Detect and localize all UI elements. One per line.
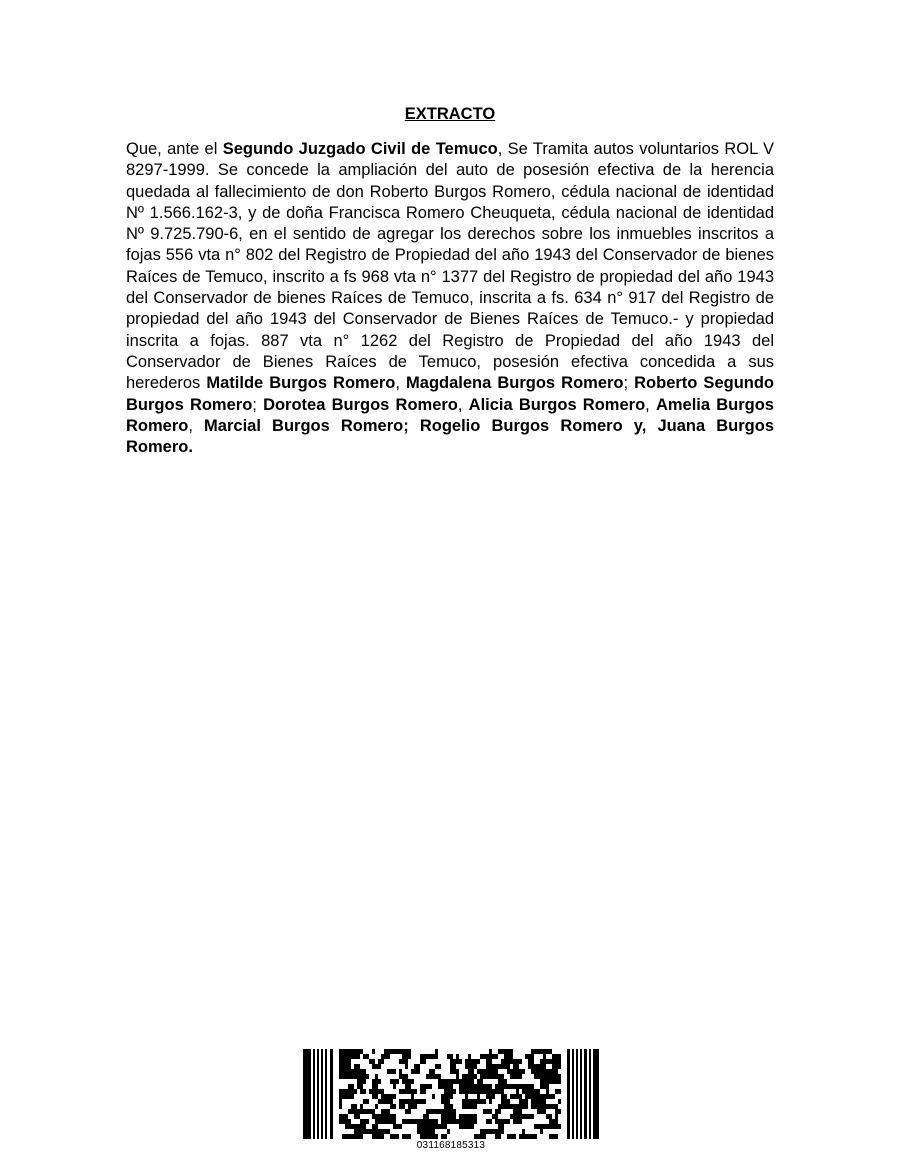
extract-paragraph	[126, 139, 774, 458]
barcode	[303, 1049, 599, 1153]
text-run: ,	[645, 395, 656, 414]
heir-name: Roberto Segundo Burgos Romero	[126, 374, 775, 414]
text-run: Que, ante el	[126, 140, 223, 158]
text-run: ;	[252, 395, 264, 414]
document-title: EXTRACTO	[404, 105, 496, 123]
text-run: , Se Tramita autos voluntarios ROL V 8297-1999. Se concede la ampliación del auto de posesión efectiva de la herencia quedada al fallecimiento de don Roberto Burgos Romero, cédula nacional de identidad Nº 1.566.162-3, y de doña Francisca Romero Cheuqueta, cédula nacional de identidad Nº 9.725.790-6, en el sentido de agregar los derechos sobre los inmuebles inscritos a fojas 556 vta n° 802 del Registro de Propiedad del año 1943 del Conservador de bienes Raíces de Temuco, inscrito a fs 968 vta n° 1377 del Registro de propiedad del año 1943 del Conservador de bienes Raíces de Temuco, inscrita a fs. 634 n° 917 del Registro de propiedad del año 1943 del Conservador de Bienes Raíces de Temuco.- y propiedad inscrita a fojas. 887 vta n° 1262 del Registro de Propiedad del año 1943 del Conservador de Bienes Raíces de Temuco, posesión efectiva concedida a sus herederos	[126, 140, 775, 393]
heir-name: Magdalena Burgos Romero	[406, 374, 624, 393]
text-run: ,	[188, 416, 205, 435]
pdf417-barcode-graphic	[303, 1049, 599, 1139]
heir-name: Matilde Burgos Romero	[206, 374, 396, 393]
court-name: Segundo Juzgado Civil de Temuco	[222, 140, 498, 158]
heir-name: Amelia Burgos Romero	[126, 395, 774, 435]
barcode-number: 031168185313	[416, 1140, 486, 1151]
text-run: ,	[395, 374, 407, 393]
heir-names: Marcial Burgos Romero; Rogelio Burgos Romero y, Juana Burgos Romero.	[126, 416, 774, 457]
heir-name: Alicia Burgos Romero	[468, 395, 646, 414]
text-run: ;	[623, 374, 635, 393]
text-run: ,	[457, 395, 469, 414]
heir-name: Dorotea Burgos Romero	[263, 395, 458, 414]
